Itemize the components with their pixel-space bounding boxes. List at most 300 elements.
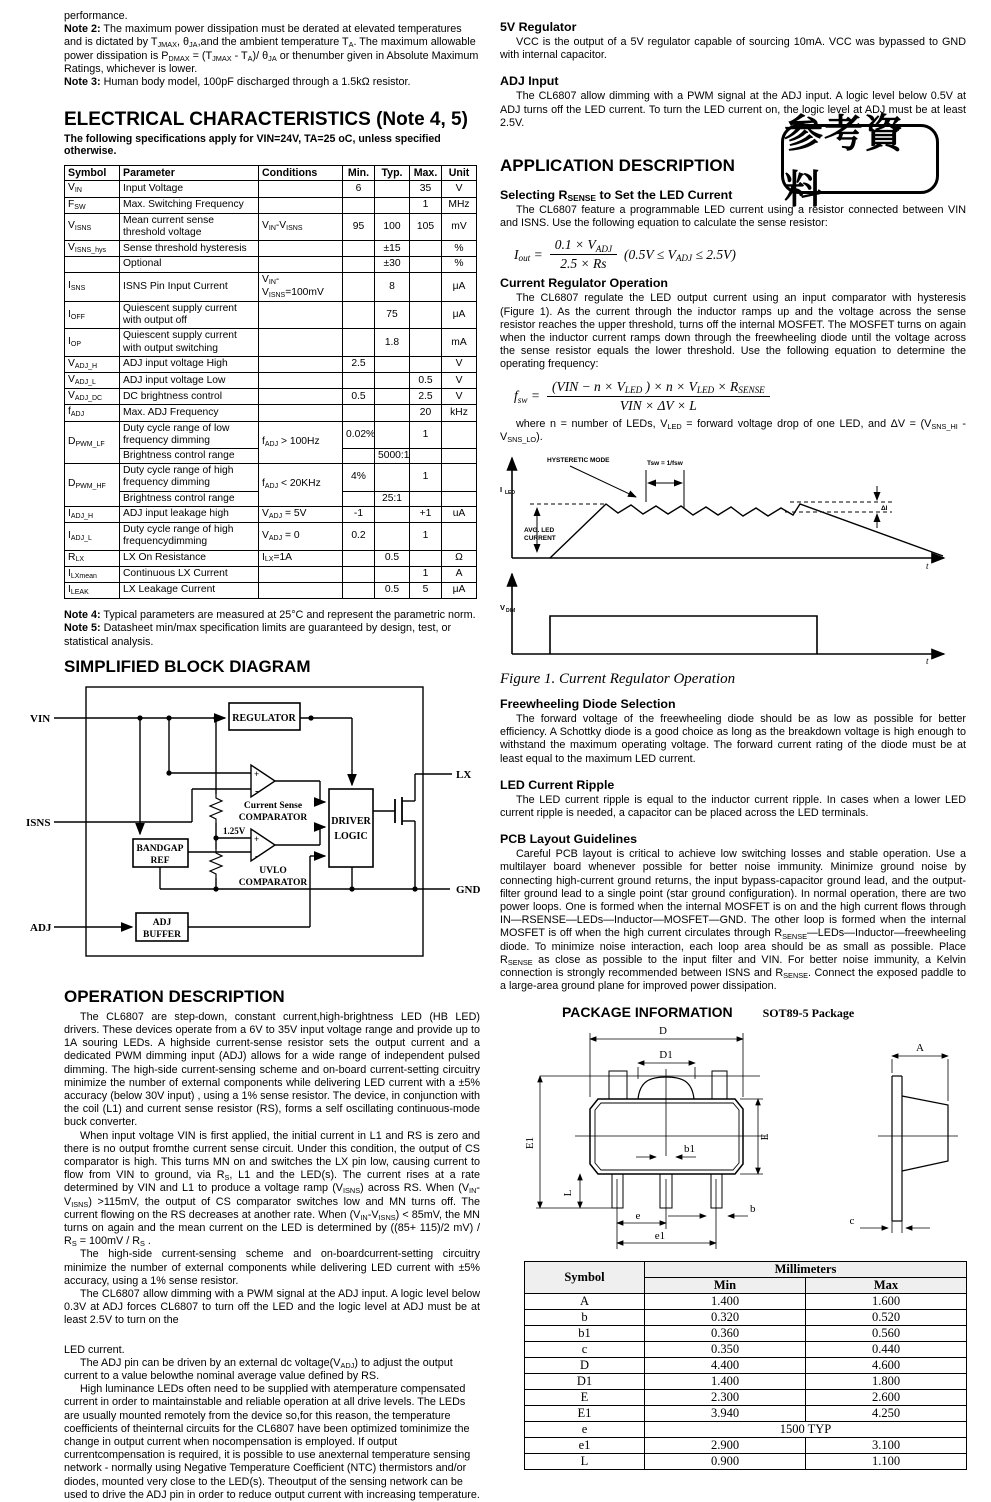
figure-1 bbox=[500, 450, 966, 665]
table-cell bbox=[343, 405, 375, 421]
table-cell: $V_{ADJ\_L}$ bbox=[65, 373, 120, 389]
column-header: Min bbox=[645, 1277, 806, 1293]
note-4: Note 4: Typical parameters are measured at 25°C and represent the parametric norm. bbox=[64, 609, 476, 622]
table-cell: b bbox=[525, 1309, 645, 1325]
table-cell: 5 bbox=[410, 582, 442, 598]
table-cell bbox=[375, 197, 410, 213]
table-cell bbox=[375, 356, 410, 372]
note-2: Note 2: The maximum power dissipation must be derated at elevated temperatures and is dictated by $T_{JMAX}$, $\theta_{JA},and$ the ambient temperature $T_A$. The maximum allowable power dissipation is $P_{DMAX} = (T_{JMAX} - T_A)/$ $\theta_{JA}$ or thenumber given in Absolute Maximum Ratings, whichever is lower. bbox=[64, 23, 479, 75]
table-cell: $D_{PWM\_HF}$ bbox=[65, 464, 120, 507]
table-row bbox=[65, 506, 477, 522]
table-cell: 0.2 bbox=[343, 523, 375, 550]
table-cell: 2.900 bbox=[645, 1437, 806, 1453]
package-drawing bbox=[500, 1021, 966, 1261]
table-cell: 20 bbox=[410, 405, 442, 421]
table-cell: MHz bbox=[442, 197, 477, 213]
table-cell: $I_{LX}=1A$ bbox=[259, 550, 343, 566]
table-cell: 0.5 bbox=[375, 582, 410, 598]
table-cell: 75 bbox=[375, 302, 410, 329]
table-row bbox=[525, 1341, 967, 1357]
dim-label-b: b bbox=[750, 1202, 756, 1215]
pin-label-lx: LX bbox=[456, 768, 472, 781]
table-cell bbox=[259, 582, 343, 598]
table-cell bbox=[410, 241, 442, 257]
table-cell: $I_{LEAK}$ bbox=[65, 582, 120, 598]
package-name: SOT89-5 Package bbox=[762, 1005, 855, 1020]
block-label-uvlo: UVLO bbox=[259, 865, 287, 876]
table-cell: 105 bbox=[410, 213, 442, 240]
table-cell: E bbox=[525, 1389, 645, 1405]
table-cell bbox=[259, 197, 343, 213]
dim-label-b1: b1 bbox=[684, 1142, 695, 1155]
table-cell: $f_{ADJ} > 100Hz$ bbox=[259, 421, 343, 464]
table-cell: 4.400 bbox=[645, 1357, 806, 1373]
table-cell: 1.800 bbox=[806, 1373, 967, 1389]
table-cell: μA bbox=[442, 302, 477, 329]
table-cell bbox=[410, 356, 442, 372]
block-label-logic: LOGIC bbox=[334, 830, 368, 842]
table-cell bbox=[375, 373, 410, 389]
table-row bbox=[65, 356, 477, 372]
block-label-buffer: BUFFER bbox=[143, 929, 181, 940]
table-cell: % bbox=[442, 241, 477, 257]
table-cell: 1 bbox=[410, 421, 442, 448]
table-cell: $V_{IN}-V_{ISNS}=100mV$ bbox=[259, 272, 343, 301]
block-label-comparator: COMPARATOR bbox=[238, 812, 308, 823]
operation-paragraph: High luminance LEDs often need to be supplied with atemperature compensated current in order to maintainstable and reliable operation at all drive levels. The LEDs are usually mounted remotely from the device so,for this reason, the temperature coefficients of theinternal circuits for the CL6807 have been optimized tominimize the change in output current when nocompensation is employed. If output currentcompensation is required, it is possible to use anexternal temperature sensing network - normally using Negative Temperature Coefficient (NTC) thermistors and/or diodes, mounted very close to the LED(s). Theoutput of the sensing network can be used to drive the ADJ pin in order to reduce output current with increasing temperature. bbox=[64, 1383, 480, 1501]
table-cell bbox=[259, 373, 343, 389]
table-cell: μA bbox=[442, 582, 477, 598]
table-row bbox=[65, 213, 477, 240]
table-cell: ±30 bbox=[375, 257, 410, 272]
table-cell: Ω bbox=[442, 550, 477, 566]
table-cell: -1 bbox=[343, 506, 375, 522]
equation-lhs: $I_{out}$ = bbox=[514, 246, 543, 264]
hysteretic-mode-label: HYSTERETIC MODE bbox=[547, 457, 610, 465]
table-cell bbox=[442, 449, 477, 464]
table-row bbox=[525, 1325, 967, 1341]
table-row bbox=[65, 302, 477, 329]
operation-paragraph: When input voltage VIN is first applied, the initial current in L1 and RS is zero and there is no output fromthe current sense circuit. Under this condition, the output of CS comparator is high. This turns MN on and switches the LX pin low, causing current to flow from VIN to ground, via $R_S$, L1 and the LED(s). The current rises at a rate determined by VIN and L1 to produce a voltage ramp $(V_{ISNS})$ across RS. When $(V_{IN}-V_{ISNS}) >115mV$, the output of CS comparator switches low and MN turns off. The current flowing on the RS decreases at another rate. When $(V_{IN}-V_{ISNS}) < 85mV$, the MN turns on again and the mean current on the LED is determined by ((85+ 115)/2 $mV) / R_S = 100mV / R_S$ . bbox=[64, 1129, 480, 1249]
table-cell: 0.900 bbox=[645, 1453, 806, 1469]
table-cell: % bbox=[442, 257, 477, 272]
table-cell: Brightness control range bbox=[120, 449, 259, 464]
operation-paragraph: The ADJ pin can be driven by an external dc $voltage(V_{ADJ})$ to adjust the output current to a value belowthe nominal average value defined by RS. bbox=[64, 1356, 453, 1382]
table-cell bbox=[410, 550, 442, 566]
table-cell bbox=[343, 582, 375, 598]
table-cell bbox=[259, 356, 343, 372]
operation-paragraph: The CL6807 are step-down, constant current,high-brightness LED (HB LED) drivers. These devices operate from a 6V to 35V input voltage range and provide up to 1A souring LEDs. A highside current-sense resistor sets the output current and a dedicated PWM dimming input (ADJ) allows for a wide range of independent pulsed dimming. The high-side current-sensing scheme and on-board current-setting circuitry minimize the number of external components while delivering LED current with a ±5% accuracy (below 30V input) , using a 1% sense resistor. The device, in conjunction with the coil (L1) and current sense resistor (RS), forms a self oscillating continuous-mode buck converter. bbox=[64, 1010, 480, 1129]
table-row bbox=[525, 1293, 967, 1309]
table-cell: 1 bbox=[410, 464, 442, 491]
block-label-current-sense: Current Sense bbox=[243, 800, 303, 811]
table-row bbox=[65, 582, 477, 598]
table-cell: Quiescent supply current with output off bbox=[120, 302, 259, 329]
table-cell: uA bbox=[442, 506, 477, 522]
table-cell: 35 bbox=[410, 181, 442, 197]
table-cell: ±15 bbox=[375, 241, 410, 257]
table-cell: Optional bbox=[120, 257, 259, 272]
block-label-ref: REF bbox=[150, 855, 170, 866]
table-cell: Duty cycle range of high frequencydimming bbox=[120, 523, 259, 550]
table-cell: $V_{ISNS}$ bbox=[65, 213, 120, 240]
table-cell bbox=[259, 241, 343, 257]
table-cell: Duty cycle range of high frequency dimming bbox=[120, 464, 259, 491]
note-3: Note 3: Human body model, 100pF discharged through a 1.5kΩ resistor. bbox=[64, 76, 411, 89]
column-header: Min. bbox=[343, 166, 375, 181]
table-cell bbox=[343, 449, 375, 464]
table-cell bbox=[410, 272, 442, 301]
table-cell bbox=[343, 302, 375, 329]
table-cell: +1 bbox=[410, 506, 442, 522]
t-axis-label: t bbox=[926, 561, 929, 572]
table-cell: Brightness control range bbox=[120, 491, 259, 506]
column-header: Parameter bbox=[120, 166, 259, 181]
table-cell: A bbox=[525, 1293, 645, 1309]
avg-led-label: AVG. LED bbox=[524, 527, 555, 535]
dim-label-E1: E1 bbox=[524, 1136, 536, 1149]
column-header: Unit bbox=[442, 166, 477, 181]
table-cell: $R_{LX}$ bbox=[65, 550, 120, 566]
dim-label-E: E bbox=[759, 1133, 771, 1140]
table-cell: V bbox=[442, 356, 477, 372]
table-row bbox=[65, 181, 477, 197]
table-cell bbox=[259, 329, 343, 356]
tsw-label: Tsw = 1/fsw bbox=[647, 460, 683, 468]
table-cell: Duty cycle range of low frequency dimming bbox=[120, 421, 259, 448]
table-cell: 0.440 bbox=[806, 1341, 967, 1357]
column-header: Millimeters bbox=[645, 1261, 967, 1277]
table-cell: LX On Resistance bbox=[120, 550, 259, 566]
table-cell: 6 bbox=[343, 181, 375, 197]
table-row bbox=[525, 1389, 967, 1405]
table-cell: $V_{ADJ\_H}$ bbox=[65, 356, 120, 372]
block-label-regulator: REGULATOR bbox=[232, 712, 296, 724]
application-description-title: APPLICATION DESCRIPTION bbox=[500, 156, 735, 176]
led-ripple-paragraph: The LED current ripple is equal to the inductor current ripple. In cases when a lower LED current ripple is needed, a capacitor can be placed across the LED terminals. bbox=[500, 793, 966, 820]
freewheeling-title: Freewheeling Diode Selection bbox=[500, 697, 676, 712]
column-header: Symbol bbox=[525, 1261, 645, 1293]
table-row bbox=[65, 272, 477, 301]
table-cell: 95 bbox=[343, 213, 375, 240]
table-cell: ISNS Pin Input Current bbox=[120, 272, 259, 301]
table-cell bbox=[343, 329, 375, 356]
table-cell: ADJ input leakage high bbox=[120, 506, 259, 522]
table-cell: $V_{ADJ\_DC}$ bbox=[65, 389, 120, 405]
equation-lhs: $f_{sw}$ = bbox=[514, 388, 540, 405]
equation-numerator: $0.1 \times V_{ADJ}$ bbox=[550, 237, 617, 255]
table-cell: 5000:1 bbox=[375, 449, 410, 464]
table-cell: $V_{ADJ} = 0$ bbox=[259, 523, 343, 550]
table-cell: $I_{OP}$ bbox=[65, 329, 120, 356]
table-row bbox=[525, 1405, 967, 1421]
dim-label-c: c bbox=[849, 1214, 855, 1227]
pin-label-vin: VIN bbox=[30, 712, 51, 725]
vref-label: 1.25V bbox=[223, 825, 246, 836]
block-label-uvlo-comparator: COMPARATOR bbox=[238, 877, 308, 888]
column-header: Max bbox=[806, 1277, 967, 1293]
operation-description-title: OPERATION DESCRIPTION bbox=[64, 986, 285, 1006]
operation-paragraph: The high-side current-sensing scheme and on-boardcurrent-setting circuitry minimize the number of external components while delivering LED current with ±5% accuracy, using a 1% sense resistor. bbox=[64, 1248, 480, 1287]
table-cell bbox=[410, 329, 442, 356]
equation-iout bbox=[514, 237, 966, 272]
table-row bbox=[525, 1373, 967, 1389]
equation-numerator: ($VIN - n \times V_{LED}$ ) × $n \times V_{LED} \times R_{SENSE}$ bbox=[547, 379, 770, 397]
table-cell: 8 bbox=[375, 272, 410, 301]
table-cell: 2.300 bbox=[645, 1389, 806, 1405]
5v-regulator-paragraph: VCC is the output of a 5V regulator capable of sourcing 10mA. VCC was bypassed to GND with internal capacitor. bbox=[500, 36, 966, 62]
table-cell: Max. Switching Frequency bbox=[120, 197, 259, 213]
table-cell: 1 bbox=[410, 566, 442, 582]
table-cell: Max. ADJ Frequency bbox=[120, 405, 259, 421]
dim-label-A: A bbox=[916, 1041, 924, 1054]
plus-sign: + bbox=[254, 768, 260, 779]
table-row bbox=[525, 1453, 967, 1469]
equation-denominator: 2.5 × Rs bbox=[560, 256, 607, 272]
table-cell bbox=[65, 257, 120, 272]
y-axis-vdim-label: V bbox=[500, 603, 506, 613]
electrical-characteristics-title: ELECTRICAL CHARACTERISTICS (Note 4, 5) bbox=[64, 109, 468, 131]
table-cell: $I_{ADJ\_H}$ bbox=[65, 506, 120, 522]
equation-condition: $(0.5V \le V_{ADJ} \le 2.5V)$ bbox=[624, 246, 736, 264]
led-ripple-title: LED Current Ripple bbox=[500, 777, 615, 792]
table-cell bbox=[442, 523, 477, 550]
figure-1-caption: Figure 1. Current Regulator Operation bbox=[500, 671, 736, 688]
table-row bbox=[65, 421, 477, 448]
table-row bbox=[65, 241, 477, 257]
table-cell: 1.8 bbox=[375, 329, 410, 356]
dim-label-D1: D1 bbox=[659, 1048, 673, 1061]
table-cell bbox=[343, 566, 375, 582]
minus-sign: - bbox=[255, 849, 259, 862]
table-cell bbox=[259, 566, 343, 582]
table-cell: L bbox=[525, 1453, 645, 1469]
simplified-block-diagram bbox=[20, 681, 480, 981]
table-cell: $V_{IN}$ bbox=[65, 181, 120, 197]
table-cell bbox=[375, 523, 410, 550]
table-cell: ADJ input voltage Low bbox=[120, 373, 259, 389]
column-header: Conditions bbox=[259, 166, 343, 181]
table-cell: A bbox=[442, 566, 477, 582]
table-cell: 1.400 bbox=[645, 1373, 806, 1389]
table-cell: 0.560 bbox=[806, 1325, 967, 1341]
table-cell bbox=[442, 491, 477, 506]
table-cell: D bbox=[525, 1357, 645, 1373]
electrical-characteristics-table bbox=[64, 165, 477, 599]
table-row bbox=[65, 257, 477, 272]
table-cell: V bbox=[442, 181, 477, 197]
table-cell: $F_{SW}$ bbox=[65, 197, 120, 213]
table-cell: 1.600 bbox=[806, 1293, 967, 1309]
pin-label-adj: ADJ bbox=[30, 921, 52, 934]
electrical-characteristics-subtitle: The following specifications apply for VIN=24V, TA=25 oC, unless specified otherwise. bbox=[64, 133, 441, 158]
table-cell bbox=[259, 181, 343, 197]
table-cell: 25:1 bbox=[375, 491, 410, 506]
table-row bbox=[65, 464, 477, 491]
table-cell: mV bbox=[442, 213, 477, 240]
table-cell: 100 bbox=[375, 213, 410, 240]
t-axis-label: t bbox=[926, 656, 929, 667]
table-cell: c bbox=[525, 1341, 645, 1357]
table-cell bbox=[442, 421, 477, 448]
package-information-title: PACKAGE INFORMATION bbox=[562, 1003, 733, 1020]
table-cell: ADJ input voltage High bbox=[120, 356, 259, 372]
current-regulator-operation-title: Current Regulator Operation bbox=[500, 276, 668, 291]
table-cell: 2.5 bbox=[410, 389, 442, 405]
table-cell: $I_{LXmean}$ bbox=[65, 566, 120, 582]
table-cell: Continuous LX Current bbox=[120, 566, 259, 582]
table-cell: D1 bbox=[525, 1373, 645, 1389]
table-row bbox=[525, 1437, 967, 1453]
table-cell: $f_{ADJ}$ bbox=[65, 405, 120, 421]
table-cell bbox=[410, 257, 442, 272]
freewheeling-paragraph: The forward voltage of the freewheeling diode should be as low as possible for better efficiency. A Schottky diode is a good choice as long as the breakdown voltage is high enough to withstand the maximum operating voltage. The forward current rating of the diode must be at least equal to the maximum LED current. bbox=[500, 713, 966, 765]
y-axis-vdim-sub: DIM bbox=[506, 608, 516, 615]
table-cell bbox=[259, 302, 343, 329]
table-row bbox=[525, 1309, 967, 1325]
table-cell: V bbox=[442, 389, 477, 405]
table-cell bbox=[343, 272, 375, 301]
table-cell: 1 bbox=[410, 523, 442, 550]
equation-fraction bbox=[547, 379, 770, 414]
table-row bbox=[65, 550, 477, 566]
table-cell: 0.5 bbox=[410, 373, 442, 389]
table-cell: 0.02% bbox=[343, 421, 375, 448]
dim-label-e: e bbox=[635, 1209, 641, 1222]
table-cell: 0.520 bbox=[806, 1309, 967, 1325]
table-cell bbox=[410, 302, 442, 329]
table-cell bbox=[343, 257, 375, 272]
table-row bbox=[65, 523, 477, 550]
table-cell: $V_{ADJ} = 5V$ bbox=[259, 506, 343, 522]
where-paragraph: where n = number of LEDs, $V_{LED}$ = forward voltage drop of one LED, and $\Delta V = (V_{SNS\_HI} - V_{SNS\_LO})$. bbox=[500, 417, 966, 444]
table-row bbox=[65, 566, 477, 582]
table-cell: DC brightness control bbox=[120, 389, 259, 405]
table-cell: 1500 TYP bbox=[645, 1421, 967, 1437]
pin-label-gnd: GND bbox=[456, 883, 481, 896]
table-cell bbox=[375, 181, 410, 197]
block-diagram-title: SIMPLIFIED BLOCK DIAGRAM bbox=[64, 656, 311, 676]
right-column bbox=[500, 10, 966, 1470]
operation-paragraph: LED current. bbox=[64, 1343, 125, 1356]
dim-label-e1: e1 bbox=[654, 1229, 666, 1242]
table-cell: $D_{PWM\_LF}$ bbox=[65, 421, 120, 464]
column-header: Max. bbox=[410, 166, 442, 181]
pcb-layout-title: PCB Layout Guidelines bbox=[500, 832, 638, 847]
table-cell: $I_{ADJ\_L}$ bbox=[65, 523, 120, 550]
table-cell: $I_{SNS}$ bbox=[65, 272, 120, 301]
plus-sign: + bbox=[254, 833, 260, 844]
left-column bbox=[26, 10, 481, 1502]
equation-fsw bbox=[514, 379, 966, 414]
table-cell: $I_{OFF}$ bbox=[65, 302, 120, 329]
table-cell: 3.940 bbox=[645, 1405, 806, 1421]
table-cell bbox=[375, 421, 410, 448]
table-cell: 4% bbox=[343, 464, 375, 491]
table-cell bbox=[410, 449, 442, 464]
package-dimensions-table bbox=[524, 1261, 967, 1470]
dim-label-D: D bbox=[659, 1024, 667, 1037]
table-cell: 0.360 bbox=[645, 1325, 806, 1341]
table-cell bbox=[343, 550, 375, 566]
table-cell: 2.5 bbox=[343, 356, 375, 372]
table-cell bbox=[259, 257, 343, 272]
table-cell: 0.5 bbox=[375, 550, 410, 566]
table-cell bbox=[343, 197, 375, 213]
table-cell bbox=[442, 464, 477, 491]
table-cell: 4.600 bbox=[806, 1357, 967, 1373]
table-cell: 1 bbox=[410, 197, 442, 213]
table-cell: μA bbox=[442, 272, 477, 301]
table-cell bbox=[343, 491, 375, 506]
selecting-rsense-paragraph: The CL6807 feature a programmable LED current using a resistor connected between VIN and ISNS. Use the following equation to calculate the sense resistor: bbox=[500, 204, 966, 230]
column-header: Symbol bbox=[65, 166, 120, 181]
equation-fraction bbox=[550, 237, 617, 272]
table-cell: 0.320 bbox=[645, 1309, 806, 1325]
table-row bbox=[65, 329, 477, 356]
table-cell: 4.250 bbox=[806, 1405, 967, 1421]
pcb-layout-paragraph: Careful PCB layout is critical to achieve low switching losses and stable operation. Use a multilayer board whenever possible for better noise immunity. Minimize ground noise by connecting high-current ground returns, the input bypass-capacitor ground lead, and the output-filter ground lead to a single point (star ground configuration). In normal operation, there are two power loops. One is formed when the internal MOSFET is on and the high current flows through IN—RSENSE—LEDs—Inductor—MOSFET—GND. The other loop is formed when the internal MOSFET is off when the high current circulates through $R_{SENSE}—LEDs—Inductor—freewheeling$ diode. To minimize noise interaction, each loop area should be as small as possible. Place $R_{SENSE}$ as close as possible to the input filter and VIN. For better noise immunity, a Kelvin connection is strongly recommended between ISNS and $R_{SENSE}$. Connect the exposed paddle to a large-area ground plane for improved power dissipation. bbox=[500, 848, 966, 993]
column-header: Typ. bbox=[375, 166, 410, 181]
table-cell: e1 bbox=[525, 1437, 645, 1453]
note-5: Note 5: Datasheet min/max specification limits are guaranteed by design, test, or statistical analysis. bbox=[64, 622, 452, 648]
table-row bbox=[65, 197, 477, 213]
adj-input-title: ADJ Input bbox=[500, 74, 559, 89]
y-axis-iled-sub: LED bbox=[505, 490, 515, 497]
table-cell: Mean current sense threshold voltage bbox=[120, 213, 259, 240]
table-cell bbox=[375, 566, 410, 582]
table-cell: $V_{ISNS\_hys}$ bbox=[65, 241, 120, 257]
table-row bbox=[525, 1421, 967, 1437]
paragraph-performance: performance. bbox=[64, 10, 128, 22]
block-label-driver: DRIVER bbox=[331, 815, 371, 827]
current-regulator-paragraph: The CL6807 regulate the LED output current using an input comparator with hysteresis (Figure 1). As the current through the inductor ramps up and the voltage across the sense resistor reaches the upper threshold, turns off the internal MOSFET. The MOSFET turns on again when the inductor current ramps down through the freewheeling diode until the voltage across the sense resistor equals the lower threshold. Use the following equation to determine the operating frequency: bbox=[500, 292, 966, 371]
y-axis-iled-label: I bbox=[500, 485, 503, 495]
delta-i-label: ΔI bbox=[881, 505, 888, 513]
reference-stamp: 参考資料 bbox=[781, 124, 939, 194]
table-header-row bbox=[525, 1261, 967, 1277]
table-cell: $V_{IN}-V_{ISNS}$ bbox=[259, 213, 343, 240]
equation-denominator: VIN × ΔV × L bbox=[619, 397, 697, 413]
table-cell bbox=[343, 373, 375, 389]
table-cell bbox=[375, 405, 410, 421]
table-cell: 2.600 bbox=[806, 1389, 967, 1405]
table-cell: b1 bbox=[525, 1325, 645, 1341]
table-cell bbox=[410, 491, 442, 506]
table-cell: E1 bbox=[525, 1405, 645, 1421]
dim-label-L: L bbox=[562, 1189, 574, 1196]
table-cell bbox=[259, 389, 343, 405]
table-cell: 3.100 bbox=[806, 1437, 967, 1453]
table-cell: $f_{ADJ} < 20KHz$ bbox=[259, 464, 343, 507]
5v-regulator-title: 5V Regulator bbox=[500, 20, 577, 34]
table-cell bbox=[343, 241, 375, 257]
table-cell: V bbox=[442, 373, 477, 389]
avg-current-label: CURRENT bbox=[524, 535, 556, 543]
table-cell: kHz bbox=[442, 405, 477, 421]
table-cell: Sense threshold hysteresis bbox=[120, 241, 259, 257]
table-cell: 1.100 bbox=[806, 1453, 967, 1469]
table-cell: LX Leakage Current bbox=[120, 582, 259, 598]
adj-input-paragraph: The CL6807 allow dimming with a PWM signal at the ADJ input. A logic level below 0.5V at ADJ turns off the LED current. To turn the LED current on, the logic level at ADJ must be at least 2.5V. bbox=[500, 90, 966, 129]
table-cell bbox=[375, 389, 410, 405]
operation-paragraph: The CL6807 allow dimming with a PWM signal at the ADJ input. A logic level below 0.3V at ADJ forces CL6807 to turn off the LED and the logic level at ADJ must be at least 2.5V to turn on the bbox=[64, 1287, 480, 1327]
table-cell bbox=[259, 405, 343, 421]
table-header-row bbox=[65, 166, 477, 181]
selecting-rsense-title: Selecting $R_{SENSE}$ to Set the LED Current bbox=[500, 188, 733, 204]
minus-sign: - bbox=[255, 784, 259, 797]
block-label-adj: ADJ bbox=[152, 917, 172, 928]
